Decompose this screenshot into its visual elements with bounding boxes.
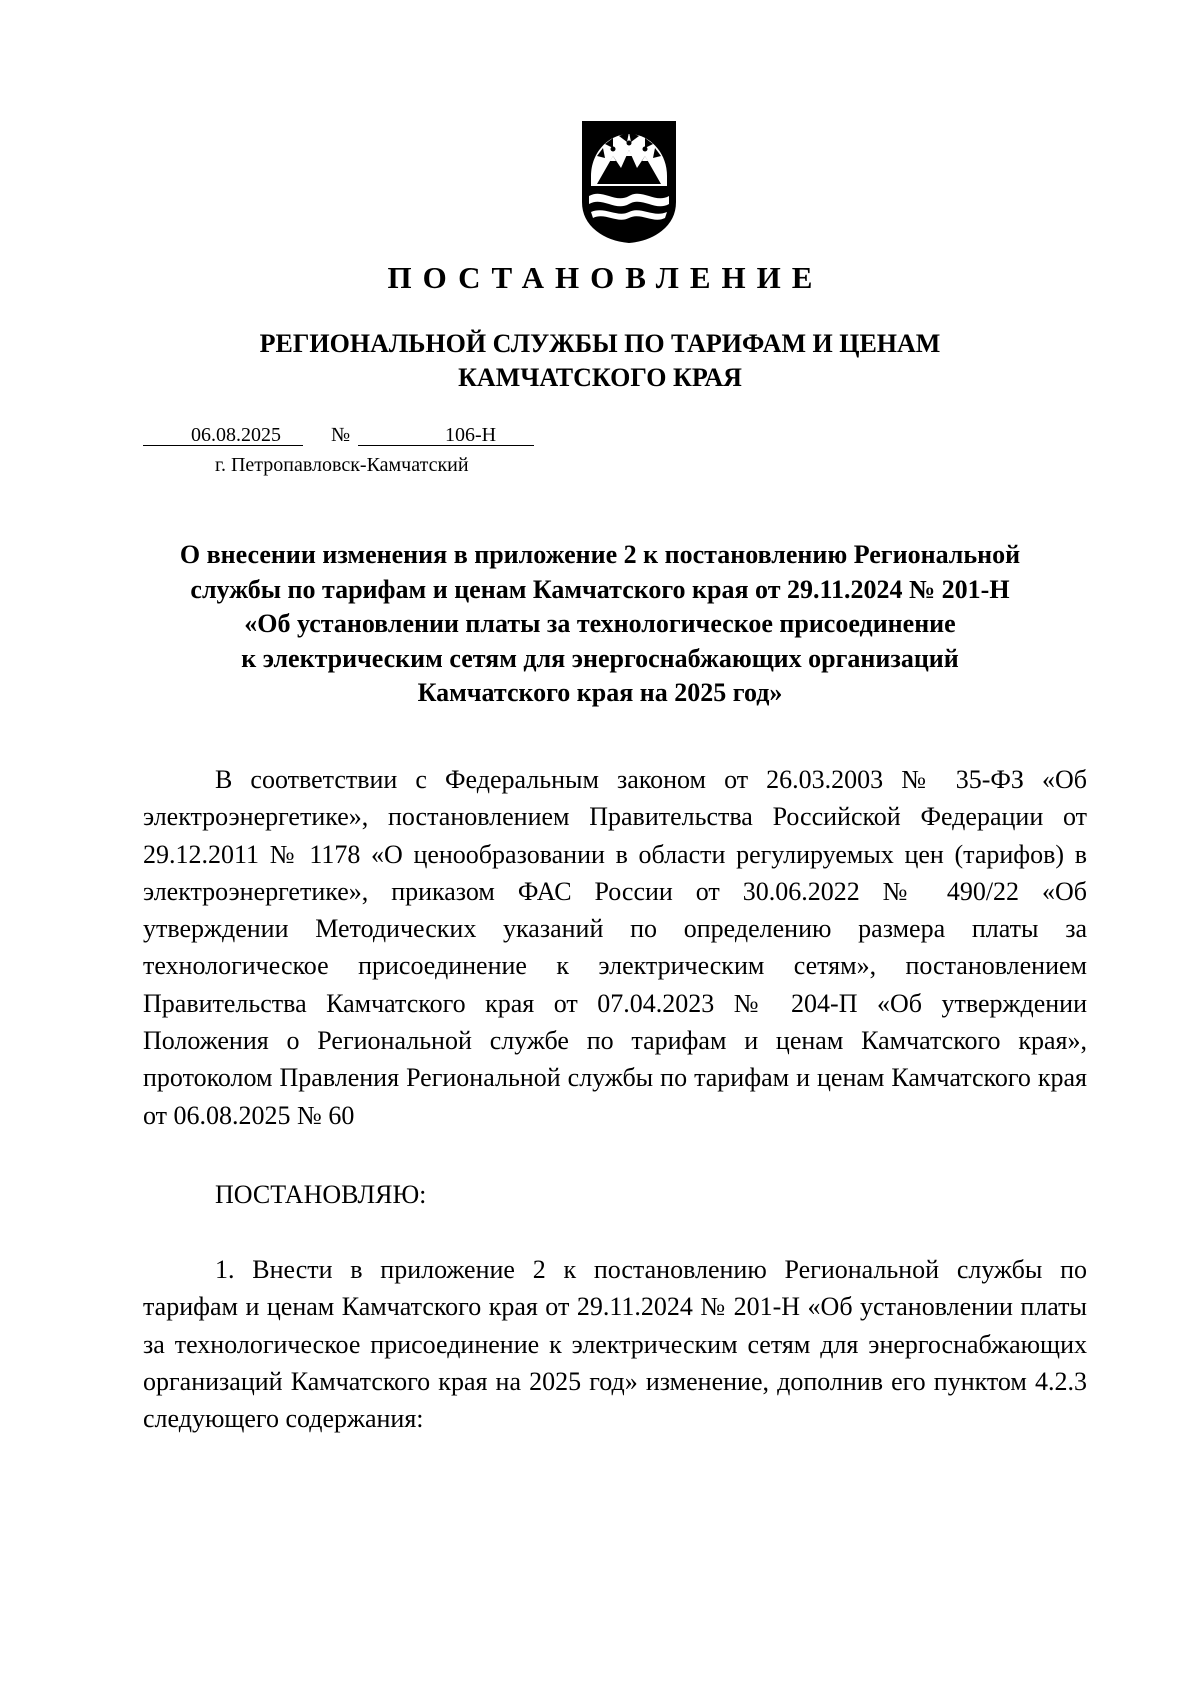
document-city: г. Петропавловск-Камчатский (215, 454, 469, 476)
title-line-5: Камчатского края на 2025 год» (417, 678, 783, 707)
title-line-4: к электрическим сетям для энергоснабжающих организаций (241, 643, 959, 673)
document-meta (153, 422, 593, 476)
issuer-line-1: РЕГИОНАЛЬНОЙ СЛУЖБЫ ПО ТАРИФАМ И ЦЕНАМ (259, 329, 941, 358)
number-sign: № (331, 424, 351, 446)
preamble-paragraph: В соответствии с Федеральным законом от 26.03.2003 № 35-ФЗ «Об электроэнергетике», постановлением Правительства Российской Федерации от 29.12.2011 № 1178 «О ценообразовании в области регулируемых цен (тарифов) в электроэнергетике», приказом ФАС России от 30.06.2022 № 490/22 «Об утверждении Методических указаний по определению размера платы за технологическое присоединение к электрическим сетям», постановлением Правительства Камчатского края от 07.04.2023 № 204-П «Об утверждении Положения о Региональной службе по тарифам и ценам Камчатского края», протоколом Правления Региональной службы по тарифам и ценам Камчатского края от 06.08.2025 № 60 (143, 765, 1087, 1130)
kamchatka-coat-of-arms-icon (577, 116, 681, 244)
title-line-2: службы по тарифам и ценам Камчатского края от 29.11.2024 № 201-Н (190, 574, 1010, 604)
document-type-heading: ПОСТАНОВЛЕНИЕ (387, 260, 824, 295)
document-date: 06.08.2025 (191, 424, 281, 446)
title-line-1: О внесении изменения в приложение 2 к постановлению Региональной (179, 540, 1021, 569)
title-line-3: «Об установлении платы за технологическое присоединение (244, 609, 956, 638)
issuer-heading (0, 327, 1200, 395)
decree-word: ПОСТАНОВЛЯЮ: (215, 1180, 427, 1209)
issuer-line-2: КАМЧАТСКОГО КРАЯ (458, 363, 742, 392)
document-number: 106-Н (445, 424, 497, 446)
date-number-row (153, 422, 593, 448)
document-title (0, 538, 1200, 711)
item-1-paragraph: 1. Внести в приложение 2 к постановлению Региональной службы по тарифам и ценам Камчатского края от 29.11.2024 № 201-Н «Об установлении платы за технологическое присоединение к электрическим сетям для энергоснабжающих организаций Камчатского края на 2025 год» изменение, дополнив его пунктом 4.2.3 следующего содержания: (143, 1255, 1087, 1434)
